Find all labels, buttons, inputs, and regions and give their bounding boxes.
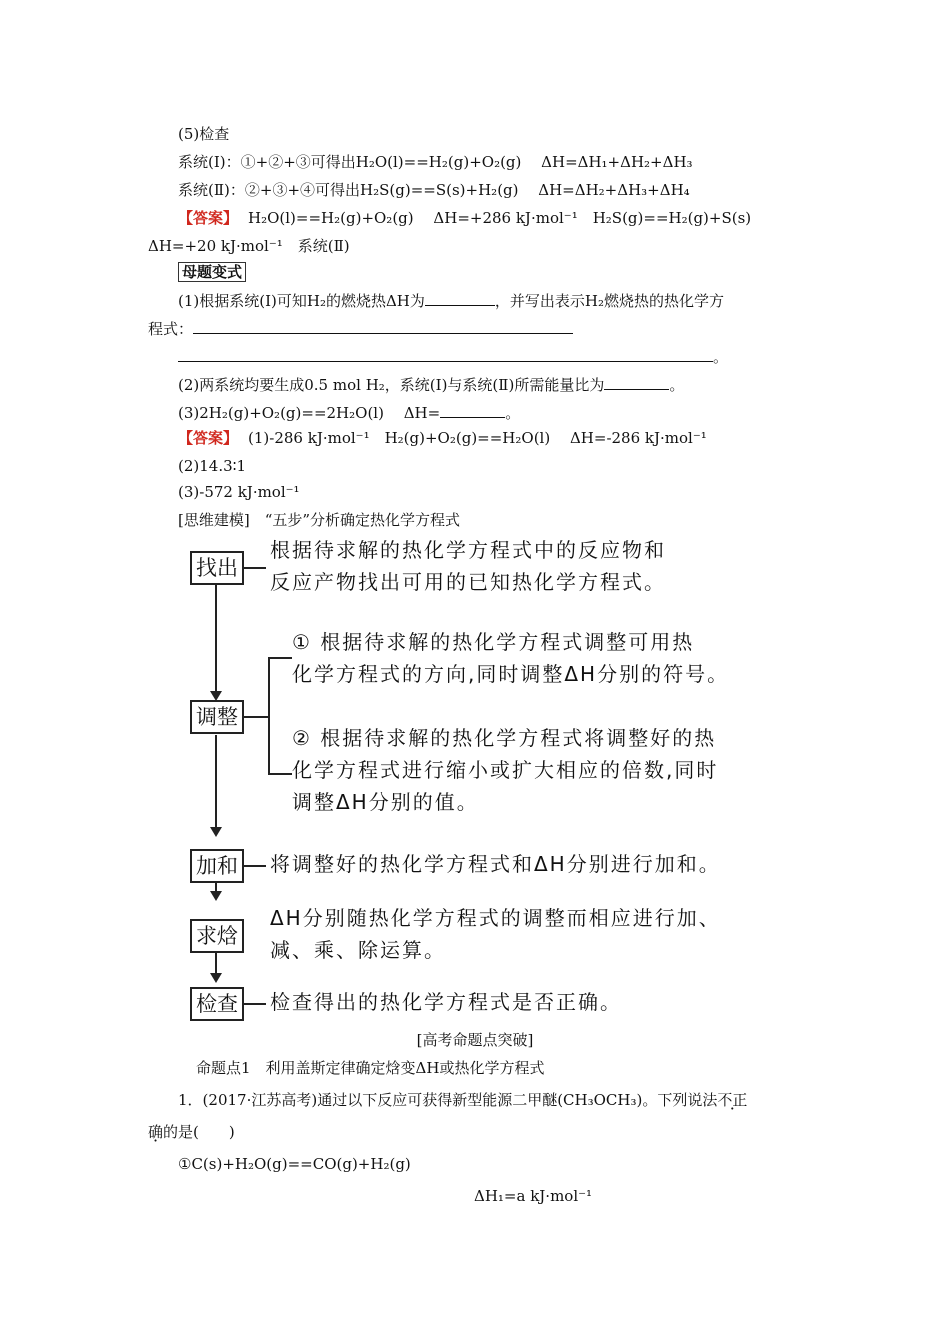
five-step-flowchart: [180, 535, 780, 1035]
connector: [244, 1003, 266, 1005]
answer-1-line: [178, 208, 751, 228]
reaction-1-enthalpy: ΔH₁=a kJ·mol⁻¹: [474, 1187, 593, 1205]
blank: [178, 346, 713, 362]
reaction-1: ①C(s)+H₂O(g)==CO(g)+H₂(g): [178, 1155, 411, 1173]
question-intro: [178, 1090, 747, 1110]
step-adjust-text-d: 化学方程式进行缩小或扩大相应的倍数,同时: [292, 758, 719, 782]
variant-heading: [178, 262, 246, 282]
period: 。: [669, 376, 685, 394]
connector: [215, 583, 217, 693]
question-1-cont: [148, 318, 573, 339]
bracket: [268, 657, 270, 775]
step-adjust-text-e: 调整ΔH分别的值。: [292, 790, 479, 814]
answer-2-b: (2)14.3∶1: [178, 457, 247, 475]
blank: [193, 318, 573, 334]
connector: [244, 865, 266, 867]
connector: [268, 657, 292, 659]
step-box-check: 检查: [190, 987, 244, 1021]
step-box-enthalpy: 求焓: [190, 919, 244, 953]
variant-title: 母题变式: [178, 262, 246, 282]
answer-label: 【答案】: [178, 429, 239, 447]
step-adjust-text-b: 化学方程式的方向,同时调整ΔH分别的符号。: [292, 662, 730, 686]
step-box-sum: 加和: [190, 849, 244, 883]
question-3-line: [178, 402, 520, 423]
blank: [440, 402, 505, 418]
step-box-adjust: 调整: [190, 700, 244, 734]
emphasis-not: 不正: [717, 1091, 748, 1109]
arrow-icon: [210, 891, 222, 901]
question-1-line: [178, 290, 724, 311]
model-title: [思维建模] “五步”分析确定热化学方程式: [178, 511, 461, 529]
q1-text-c: 程式：: [148, 320, 194, 338]
question-intro-text-b: 的是( ): [163, 1123, 235, 1141]
answer-2-text: (1)-286 kJ·mol⁻¹ H₂(g)+O₂(g)==H₂O(l) ΔH=-286 kJ·mol⁻¹: [248, 429, 707, 447]
connector: [244, 716, 268, 718]
arrow-icon: [210, 973, 222, 983]
answer-1-text: H₂O(l)==H₂(g)+O₂(g) ΔH=+286 kJ·mol⁻¹ H₂S(g)==H₂(g)+S(s): [248, 209, 752, 227]
system-1-line: 系统(Ⅰ)：①+②+③可得出H₂O(l)==H₂(g)+O₂(g) ΔH=ΔH₁+ΔH₂+ΔH₃: [178, 153, 693, 171]
answer-1-cont: ΔH=+20 kJ·mol⁻¹ 系统(Ⅱ): [148, 237, 350, 255]
step-find-text-b: 反应产物找出可用的已知热化学方程式。: [270, 570, 666, 594]
answer-2-c: (3)-572 kJ·mol⁻¹: [178, 483, 300, 501]
step-box-find: 找出: [190, 551, 244, 585]
step-adjust-text-a: ① 根据待求解的热化学方程式调整可用热: [292, 630, 695, 654]
connector: [244, 567, 266, 569]
step-enthalpy-text-a: ΔH分别随热化学方程式的调整而相应进行加、: [270, 906, 721, 930]
point-1-title: 命题点1 利用盖斯定律确定焓变ΔH或热化学方程式: [196, 1059, 545, 1077]
step-label: (5)检查: [178, 125, 230, 143]
connector: [215, 735, 217, 830]
question-intro-text: 1．(2017·江苏高考)通过以下反应可获得新型能源二甲醚(CH₃OCH₃)。下列说法: [178, 1091, 718, 1109]
step-check-text: 检查得出的热化学方程式是否正确。: [270, 990, 622, 1014]
arrow-icon: [210, 827, 222, 837]
step-enthalpy-text-b: 减、乘、除运算。: [270, 938, 446, 962]
q2-text: (2)两系统均要生成0.5 mol H₂，系统(Ⅰ)与系统(Ⅱ)所需能量比为: [178, 376, 605, 394]
blank: [604, 374, 669, 390]
question-intro-cont: [148, 1122, 235, 1142]
question-2-line: [178, 374, 684, 395]
question-1-cont2: [178, 346, 728, 367]
period: 。: [505, 404, 521, 422]
step-find-text-a: 根据待求解的热化学方程式中的反应物和: [270, 538, 666, 562]
q3-text: (3)2H₂(g)+O₂(g)==2H₂O(l) ΔH=: [178, 404, 441, 422]
step-adjust-text-c: ② 根据待求解的热化学方程式将调整好的热: [292, 726, 717, 750]
section-title: [高考命题点突破]: [416, 1031, 534, 1049]
q1-text-b: ，并写出表示H₂燃烧热的热化学方: [494, 292, 724, 310]
answer-label: 【答案】: [178, 209, 239, 227]
answer-2-line: [178, 428, 707, 448]
blank: [425, 290, 495, 306]
system-2-line: 系统(Ⅱ)：②+③+④可得出H₂S(g)==S(s)+H₂(g) ΔH=ΔH₂+ΔH₃+ΔH₄: [178, 181, 690, 199]
period: 。: [713, 348, 729, 366]
connector: [215, 953, 217, 975]
step-sum-text: 将调整好的热化学方程式和ΔH分别进行加和。: [270, 852, 721, 876]
emphasis-char: 确: [148, 1123, 164, 1141]
connector: [268, 773, 292, 775]
q1-text-a: (1)根据系统(Ⅰ)可知H₂的燃烧热ΔH为: [178, 292, 425, 310]
